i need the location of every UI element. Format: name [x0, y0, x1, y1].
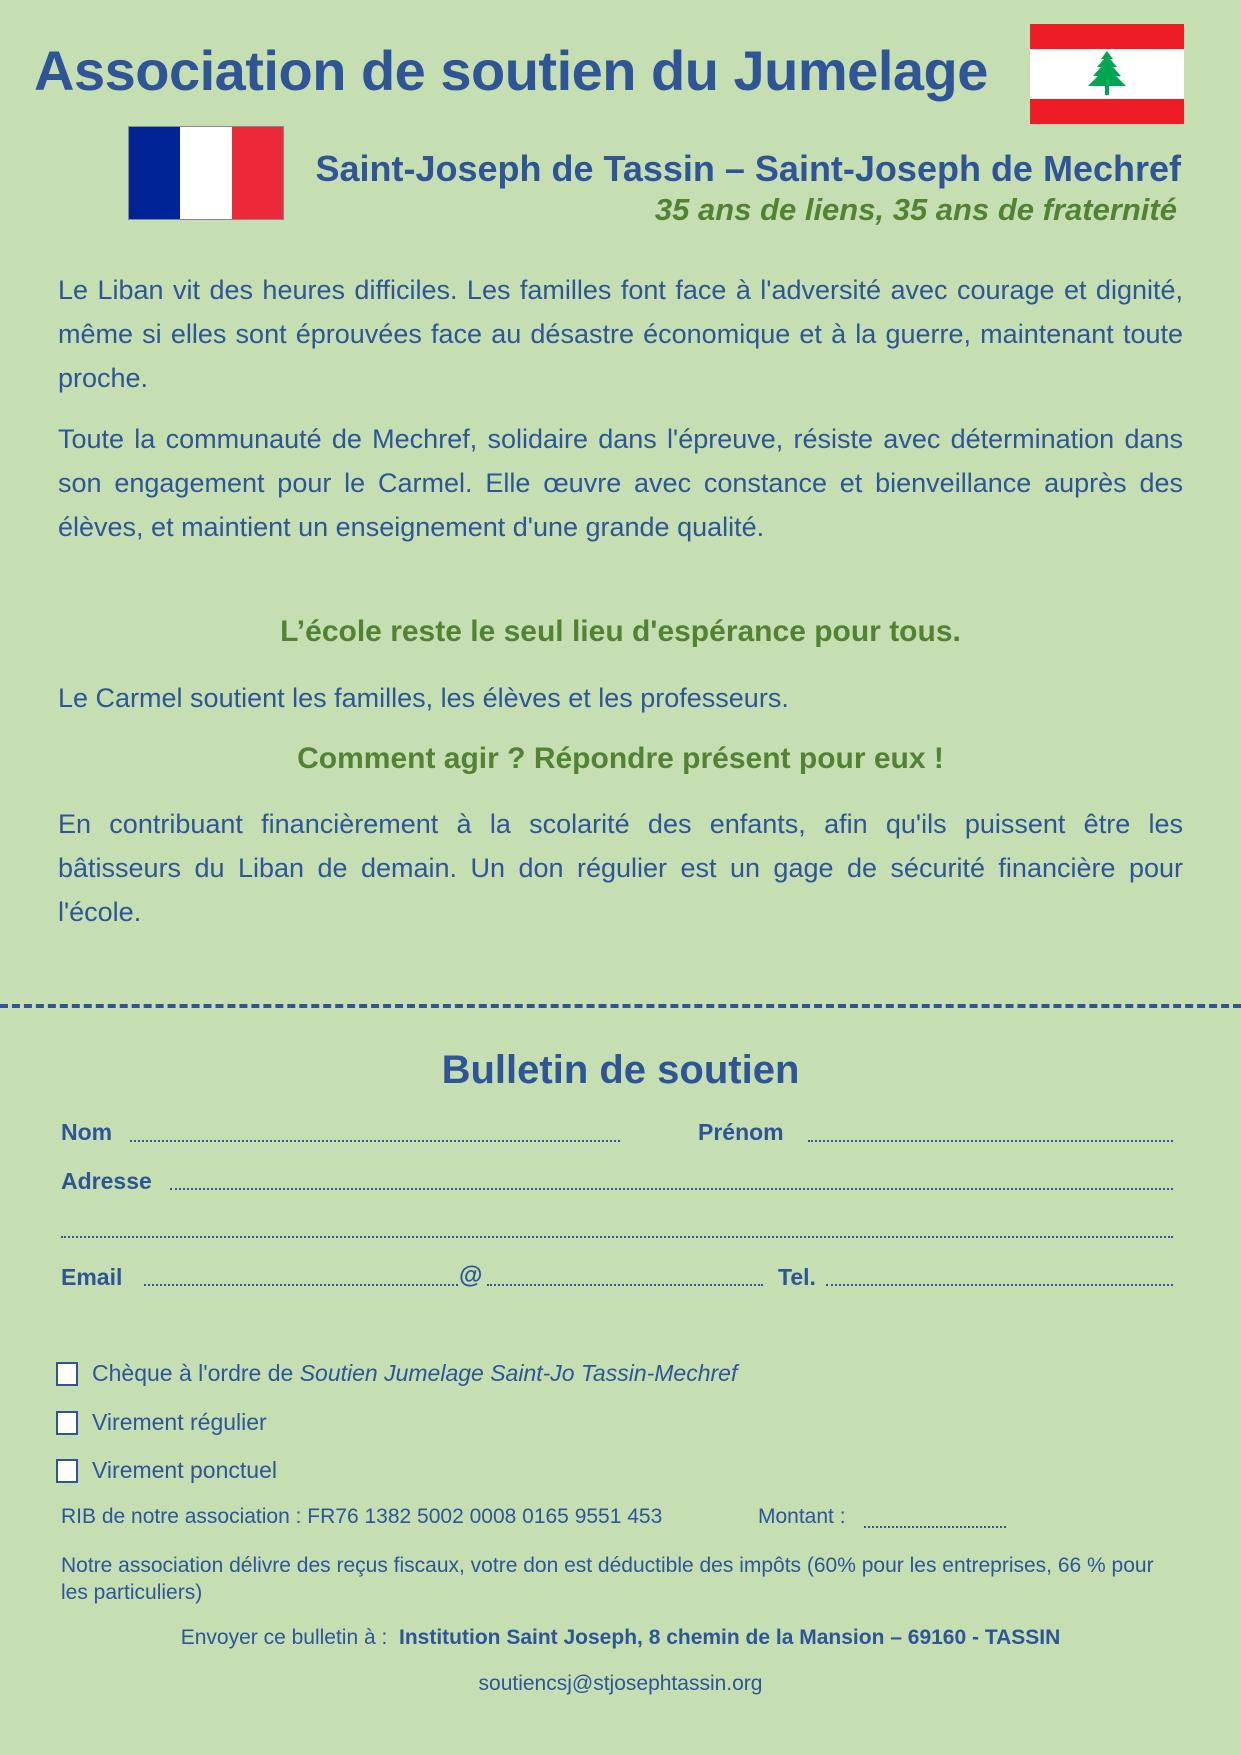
email-field-domain[interactable] — [487, 1284, 763, 1286]
montant-label: Montant : — [758, 1505, 846, 1528]
nom-label: Nom — [61, 1119, 113, 1145]
nom-field[interactable] — [130, 1140, 620, 1142]
contact-email[interactable]: soutiencsj@stjosephtassin.org — [478, 1672, 763, 1695]
france-flag — [128, 126, 284, 220]
highlight-action: Comment agir ? Répondre présent pour eux ! — [297, 742, 944, 775]
virement-ponctuel-checkbox[interactable] — [56, 1459, 78, 1483]
page-title: Association de soutien du Jumelage — [34, 39, 988, 102]
adresse-field-line-1[interactable] — [170, 1188, 1173, 1190]
cheque-checkbox[interactable] — [56, 1362, 78, 1386]
email-field-user[interactable] — [144, 1284, 458, 1286]
cut-line-divider — [0, 1004, 1241, 1008]
cheque-payee: Soutien Jumelage Saint-Jo Tassin-Mechref — [299, 1360, 738, 1386]
rib-info: RIB de notre association : FR76 1382 5002 0008 0165 9551 453 — [61, 1505, 663, 1528]
tax-note: Notre association délivre des reçus fiscaux, votre don est déductible des impôts (60% pour les entreprises, 66 % pour les particuliers) — [61, 1554, 1154, 1604]
montant-field[interactable] — [864, 1526, 1006, 1528]
subtitle: Saint-Joseph de Tassin – Saint-Joseph de Mechref — [315, 148, 1181, 189]
option-virement-regulier[interactable] — [56, 1409, 267, 1436]
prenom-field[interactable] — [808, 1140, 1173, 1142]
tel-field[interactable] — [826, 1284, 1173, 1286]
highlight-hope: L’école reste le seul lieu d'espérance pour tous. — [280, 615, 961, 648]
lebanon-flag — [1030, 24, 1184, 124]
option-cheque[interactable] — [56, 1360, 737, 1387]
tagline: 35 ans de liens, 35 ans de fraternité — [654, 192, 1177, 227]
prenom-label: Prénom — [698, 1119, 784, 1145]
send-instructions — [0, 1626, 1241, 1650]
adresse-field-line-2[interactable] — [61, 1236, 1173, 1238]
email-label: Email — [61, 1264, 123, 1290]
form-title: Bulletin de soutien — [441, 1048, 800, 1092]
at-sign: @ — [459, 1262, 483, 1289]
send-address: Institution Saint Joseph, 8 chemin de la Mansion – 69160 - TASSIN — [399, 1626, 1061, 1649]
tel-label: Tel. — [778, 1264, 816, 1290]
option-virement-ponctuel[interactable] — [56, 1457, 277, 1484]
virement-regulier-checkbox[interactable] — [56, 1411, 78, 1435]
paragraph-carmel: Le Carmel soutient les familles, les élèves et les professeurs. — [58, 683, 789, 713]
virement-regulier-label: Virement régulier — [92, 1409, 267, 1435]
paragraph-community: Toute la communauté de Mechref, solidaire dans l'épreuve, résiste avec détermination dans son engagement pour le Carmel. Elle œuvre avec constance et bienveillance auprès des élèves, et maintient un enseignement d'une grande qualité. — [58, 424, 1183, 542]
virement-ponctuel-label: Virement ponctuel — [92, 1457, 277, 1483]
send-prefix: Envoyer ce bulletin à : — [180, 1626, 394, 1649]
cheque-label: Chèque à l'ordre de — [92, 1360, 300, 1386]
adresse-label: Adresse — [61, 1168, 152, 1194]
paragraph-contribution: En contribuant financièrement à la scolarité des enfants, afin qu'ils puissent être les bâtisseurs du Liban de demain. Un don régulier est un gage de sécurité financière pour l'école. — [58, 809, 1183, 927]
paragraph-situation: Le Liban vit des heures difficiles. Les familles font face à l'adversité avec courage et dignité, même si elles sont éprouvées face au désastre économique et à la guerre, maintenant toute proche. — [58, 275, 1183, 393]
cedar-icon — [1080, 49, 1134, 99]
